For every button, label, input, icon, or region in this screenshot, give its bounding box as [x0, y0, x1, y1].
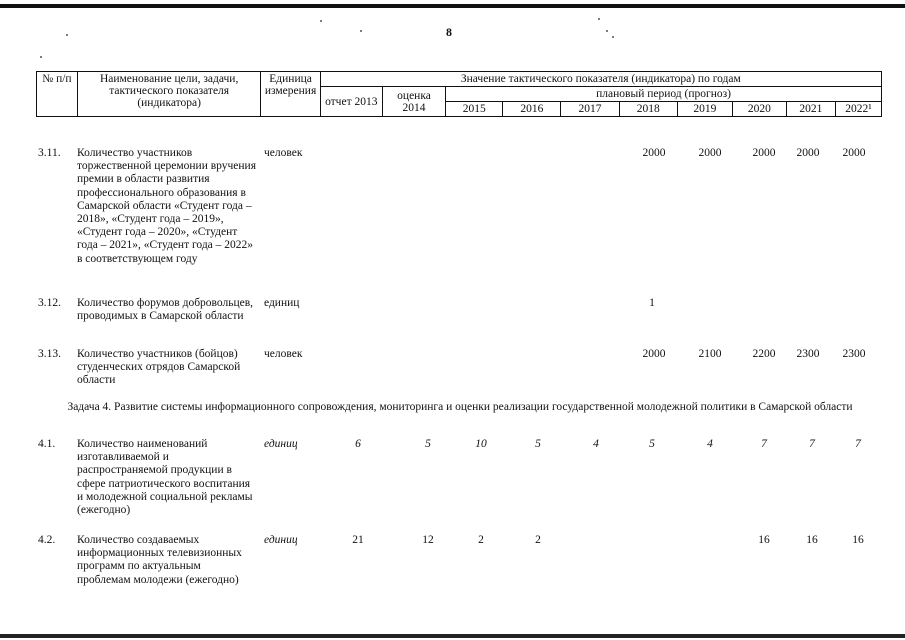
value-2018: 2000: [642, 348, 666, 360]
value-2019: 2000: [698, 147, 722, 159]
row-unit: единиц: [264, 297, 300, 309]
header-unit: Единица измерения: [261, 72, 320, 117]
row-unit: человек: [264, 147, 303, 159]
header-year: 2016: [503, 102, 561, 117]
header-estimate-2014: оценка 2014: [382, 87, 445, 117]
scan-speck: [66, 34, 68, 36]
header-year: 2017: [561, 102, 619, 117]
value-2015: 10: [475, 438, 487, 450]
value-2022: 7: [855, 438, 861, 450]
row-indicator-name: Количество участников (бойцов) студенческих отрядов Самарской области: [77, 348, 241, 387]
task-heading: Задача 4. Развитие системы информационного сопровождения, мониторинга и оценки реализации государственной молодежной политики в Самарской области: [67, 401, 853, 413]
row-number: 3.12.: [38, 297, 61, 309]
row-indicator-name: Количество форумов добровольцев, проводимых в Самарской области: [77, 297, 254, 323]
value-2020: 16: [758, 534, 770, 546]
scan-speck: [360, 30, 362, 32]
scan-speck: [40, 56, 42, 58]
value-2016: 5: [535, 438, 541, 450]
value-2015: 2: [478, 534, 484, 546]
value-2020: 7: [761, 438, 767, 450]
value-2019: 4: [707, 438, 713, 450]
header-year: 2021: [786, 102, 835, 117]
header-year: 2015: [446, 102, 503, 117]
row-number: 3.11.: [38, 147, 61, 159]
value-2021: 2300: [796, 348, 820, 360]
header-year: 2020: [732, 102, 786, 117]
header-year: 2018: [619, 102, 677, 117]
top-border: [0, 4, 905, 8]
scan-speck: [598, 18, 600, 20]
value-2021: 16: [806, 534, 818, 546]
row-indicator-name: Количество создаваемых информационных телевизионных программ по актуальным проблемам молодежи (ежегодно): [77, 534, 242, 586]
header-plan-period: плановый период (прогноз): [446, 87, 882, 102]
header-num: № п/п: [37, 72, 78, 117]
value-2018: 5: [649, 438, 655, 450]
table-header: [36, 71, 882, 117]
row-number: 4.1.: [38, 438, 56, 450]
bottom-border: [0, 634, 905, 638]
value-2019: 2100: [698, 348, 722, 360]
value-2018: 2000: [642, 147, 666, 159]
value-2014: 5: [425, 438, 431, 450]
value-2018: 1: [649, 297, 655, 309]
value-2022: 16: [852, 534, 864, 546]
row-number: 4.2.: [38, 534, 56, 546]
scan-speck: [320, 20, 322, 22]
header-name: Наименование цели, задачи, тактического показателя (индикатора): [77, 72, 261, 117]
header-report-2013: отчет 2013: [320, 87, 382, 117]
header-values: Значение тактического показателя (индикатора) по годам: [320, 72, 881, 87]
value-2020: 2200: [752, 348, 776, 360]
header-year: 2019: [677, 102, 732, 117]
row-unit: человек: [264, 348, 303, 360]
row-unit: единиц: [264, 438, 298, 450]
value-2022: 2000: [842, 147, 866, 159]
value-2013: 21: [352, 534, 364, 546]
value-2014: 12: [422, 534, 434, 546]
value-2017: 4: [593, 438, 599, 450]
row-indicator-name: Количество наименований изготавливаемой и распространяемой продукции в сфере патриотического воспитания и молодежной социальной рекламы (ежегодно): [77, 438, 253, 517]
value-2013: 6: [355, 438, 361, 450]
value-2021: 7: [809, 438, 815, 450]
row-number: 3.13.: [38, 348, 61, 360]
row-indicator-name: Количество участников торжественной церемонии вручения премии в области развития профессионального образования в Самарской области «Студент года – 2018», «Студент года – 2019», «Студент года – 2020», «Студент года – 2021», «Студент года – 2022» в соответствующем году: [77, 147, 256, 265]
value-2021: 2000: [796, 147, 820, 159]
value-2022: 2300: [842, 348, 866, 360]
value-2020: 2000: [752, 147, 776, 159]
page-number: 8: [446, 25, 452, 39]
header-year: 2022¹: [835, 102, 881, 117]
value-2016: 2: [535, 534, 541, 546]
scan-speck: [612, 36, 614, 38]
scan-speck: [606, 30, 608, 32]
row-unit: единиц: [264, 534, 298, 546]
